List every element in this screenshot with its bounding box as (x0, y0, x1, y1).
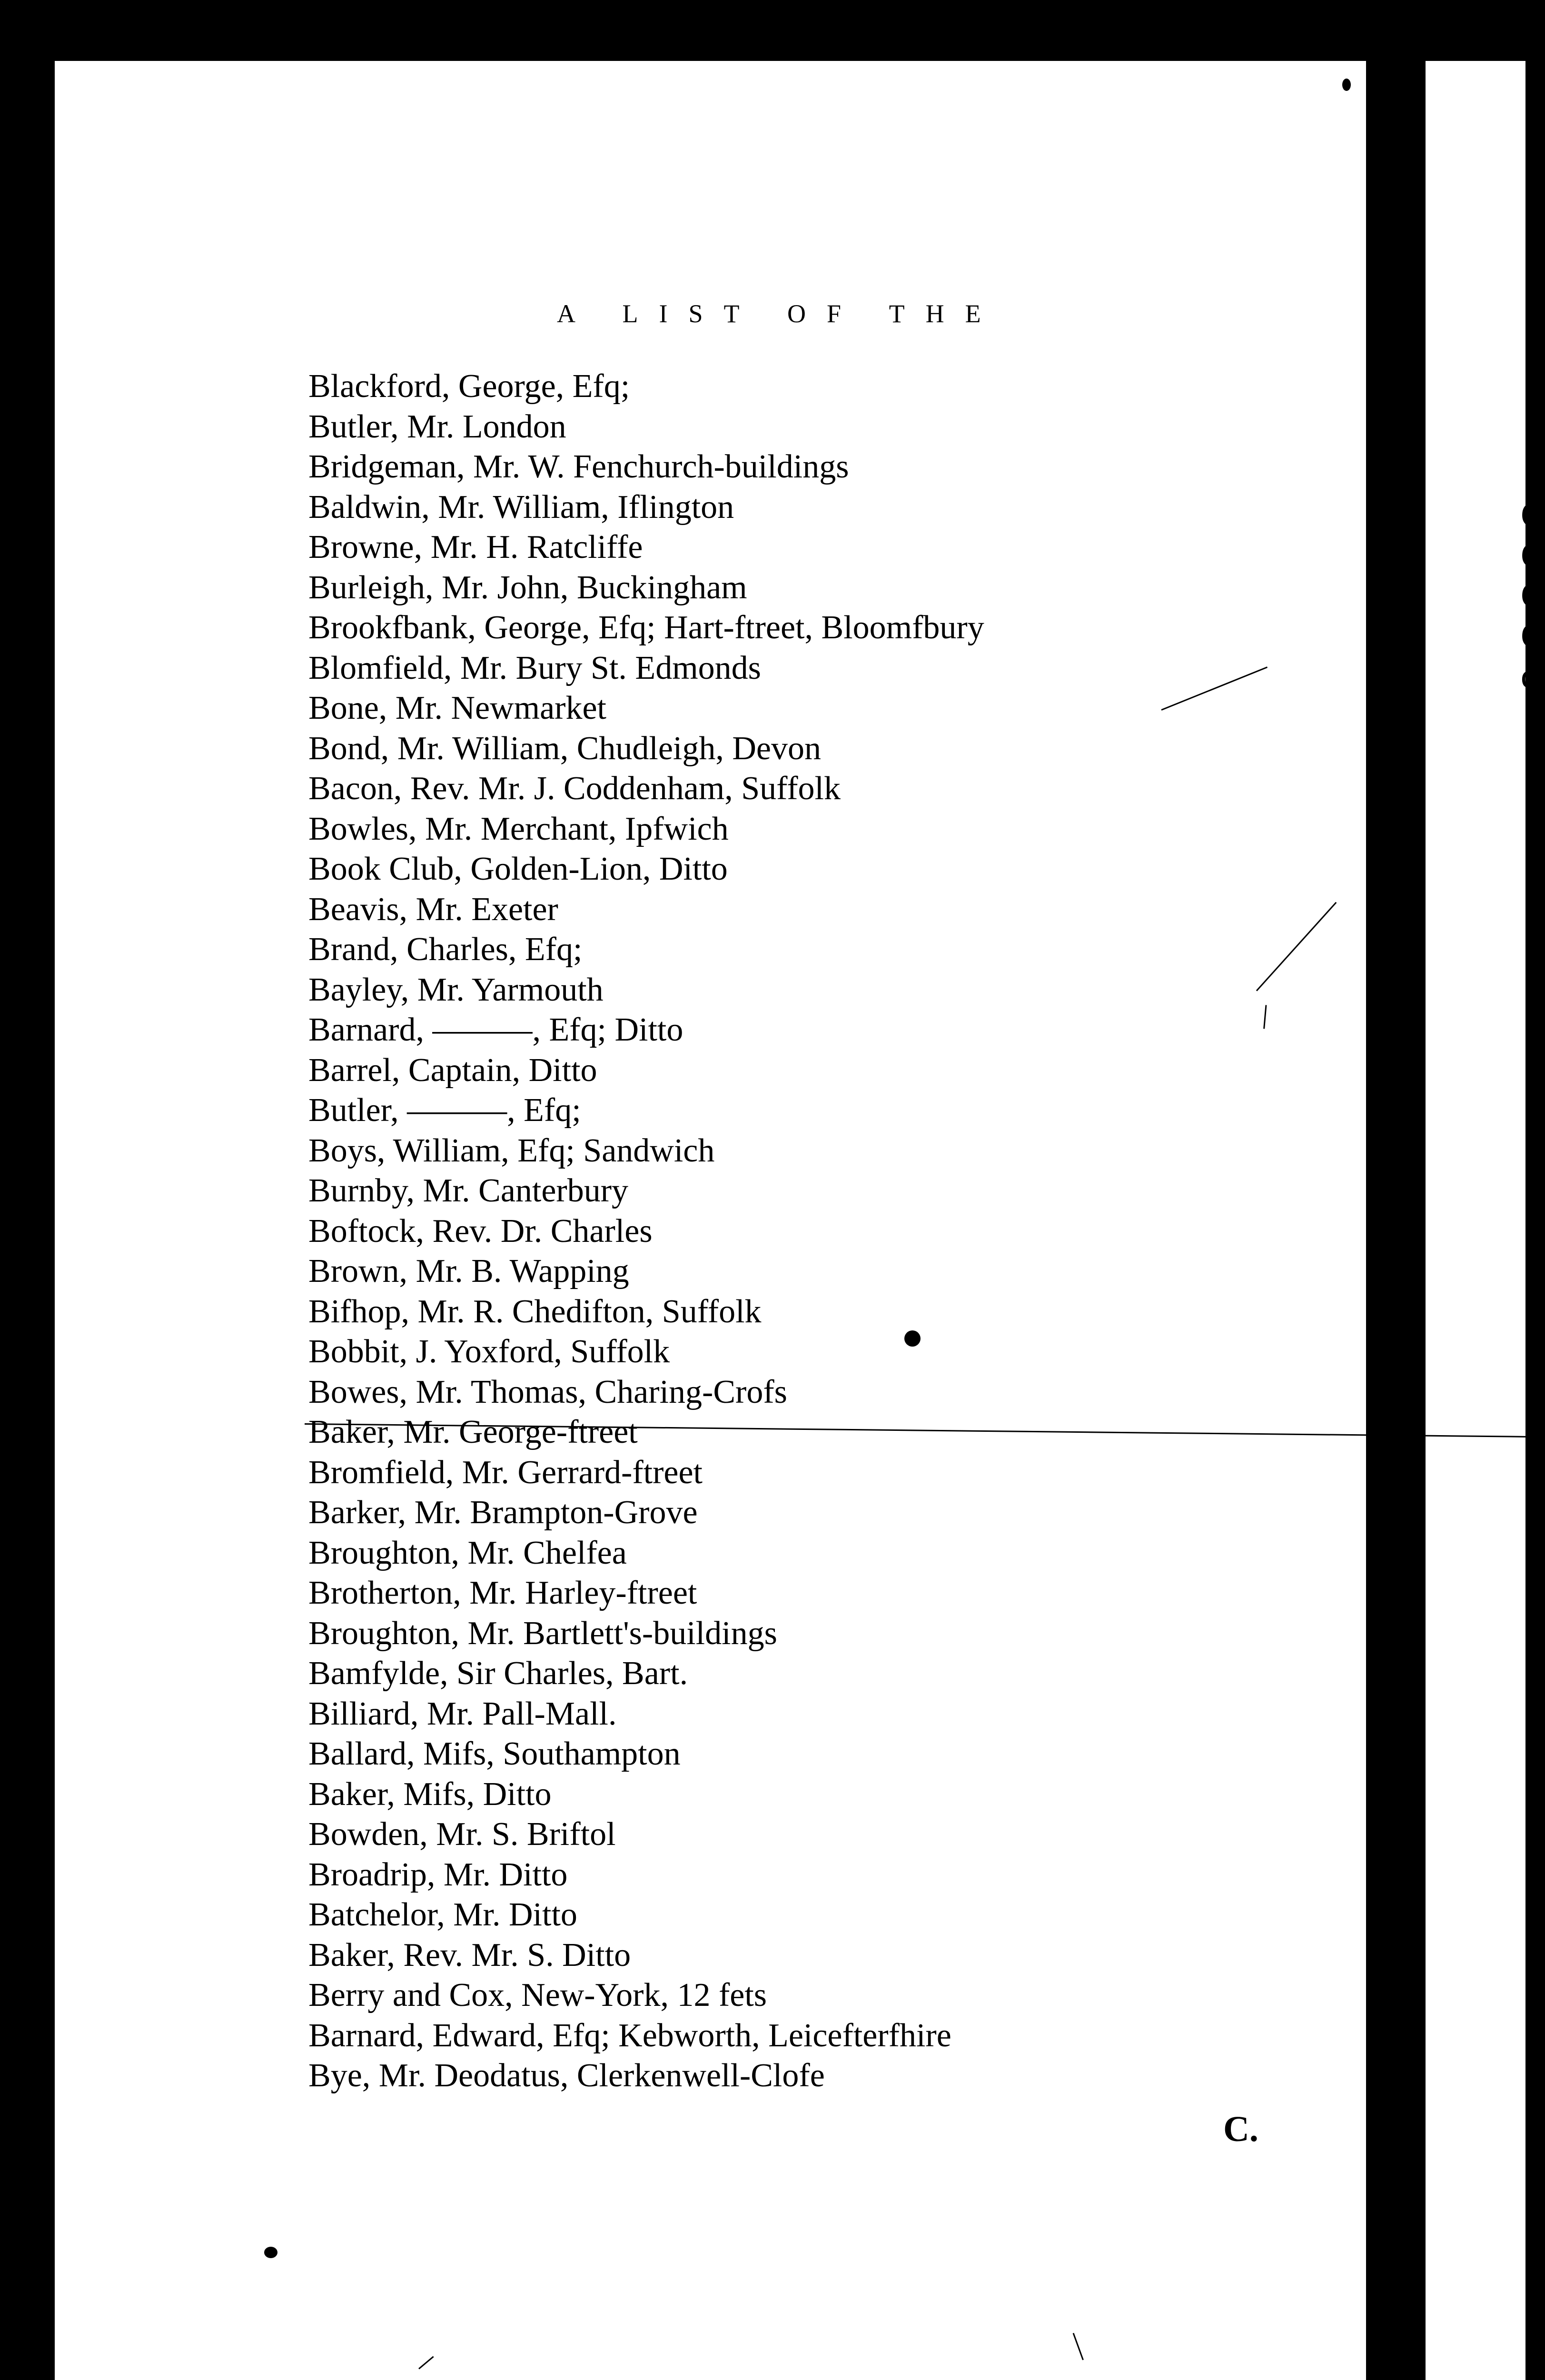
list-item: Baldwin, Mr. William, Iflington (308, 488, 734, 526)
list-item: Barker, Mr. Brampton-Grove (308, 1494, 698, 1531)
list-item: Bowden, Mr. S. Briftol (308, 1816, 616, 1853)
list-item: Bifhop, Mr. R. Chedifton, Suffolk (308, 1293, 762, 1330)
list-item: Bone, Mr. Newmarket (308, 690, 606, 726)
list-item: Burnby, Mr. Canterbury (308, 1172, 629, 1209)
list-item: Barnard, Edward, Efq; Kebworth, Leicefterfhire (308, 2017, 951, 2054)
list-item: Burleigh, Mr. John, Buckingham (308, 569, 747, 606)
list-item: Bridgeman, Mr. W. Fenchurch-buildings (308, 448, 849, 485)
list-item: Boys, William, Efq; Sandwich (308, 1132, 715, 1169)
list-item: Batchelor, Mr. Ditto (308, 1896, 577, 1933)
list-item: Broughton, Mr. Chelfea (308, 1534, 627, 1571)
ink-blot (264, 2247, 277, 2258)
list-item: Brand, Charles, Efq; (308, 931, 583, 968)
list-item: Boftock, Rev. Dr. Charles (308, 1212, 653, 1250)
list-item: Bowles, Mr. Merchant, Ipfwich (308, 810, 729, 847)
list-item: Barrel, Captain, Ditto (308, 1051, 597, 1089)
list-item: Blackford, George, Efq; (308, 368, 630, 405)
book-gutter (1366, 0, 1426, 2380)
opposite-page-letters: C C C C c (1521, 495, 1545, 696)
list-item: Bayley, Mr. Yarmouth (308, 971, 604, 1008)
list-item: Broughton, Mr. Bartlett's-buildings (308, 1615, 777, 1652)
page-heading: A LIST OF THE (557, 299, 1002, 328)
list-item: Bye, Mr. Deodatus, Clerkenwell-Clofe (308, 2057, 825, 2094)
list-item: Barnard, ———, Efq; Ditto (308, 1012, 683, 1048)
list-item: Bromfield, Mr. Gerrard-ftreet (308, 1454, 703, 1491)
list-item: Beavis, Mr. Exeter (308, 891, 558, 928)
list-item: Brotherton, Mr. Harley-ftreet (308, 1575, 697, 1611)
catchword: C. (1223, 2109, 1258, 2149)
list-item: Brown, Mr. B. Wapping (308, 1253, 629, 1289)
list-item: Broadrip, Mr. Ditto (308, 1856, 568, 1893)
list-item: Butler, ———, Efq; (308, 1092, 581, 1129)
list-item: Brookfbank, George, Efq; Hart-ftreet, Bloomfbury (308, 609, 984, 646)
ink-blot (1342, 79, 1351, 91)
list-item: Ballard, Mifs, Southampton (308, 1735, 681, 1772)
list-item: Baker, Mr. George-ftreet (308, 1414, 638, 1450)
list-item: Blomfield, Mr. Bury St. Edmonds (308, 649, 761, 686)
list-item: Bacon, Rev. Mr. J. Coddenham, Suffolk (308, 770, 841, 807)
list-item: Bond, Mr. William, Chudleigh, Devon (308, 730, 821, 767)
list-item: Bamfylde, Sir Charles, Bart. (308, 1655, 688, 1692)
list-item: Browne, Mr. H. Ratcliffe (308, 529, 643, 565)
subscriber-list (308, 367, 1260, 2096)
ink-blot (904, 1330, 921, 1347)
list-item: Billiard, Mr. Pall-Mall. (308, 1695, 617, 1732)
list-item: Bobbit, J. Yoxford, Suffolk (308, 1333, 670, 1370)
list-item: Bowes, Mr. Thomas, Charing-Crofs (308, 1373, 787, 1410)
list-item: Baker, Mifs, Ditto (308, 1775, 552, 1813)
list-item: Butler, Mr. London (308, 408, 566, 445)
ink-blot (1390, 1166, 1396, 1179)
right-page-edge (1426, 61, 1525, 2380)
list-item: Book Club, Golden-Lion, Ditto (308, 851, 728, 887)
list-item: Baker, Rev. Mr. S. Ditto (308, 1936, 631, 1973)
list-item: Berry and Cox, New-York, 12 fets (308, 1977, 767, 2013)
